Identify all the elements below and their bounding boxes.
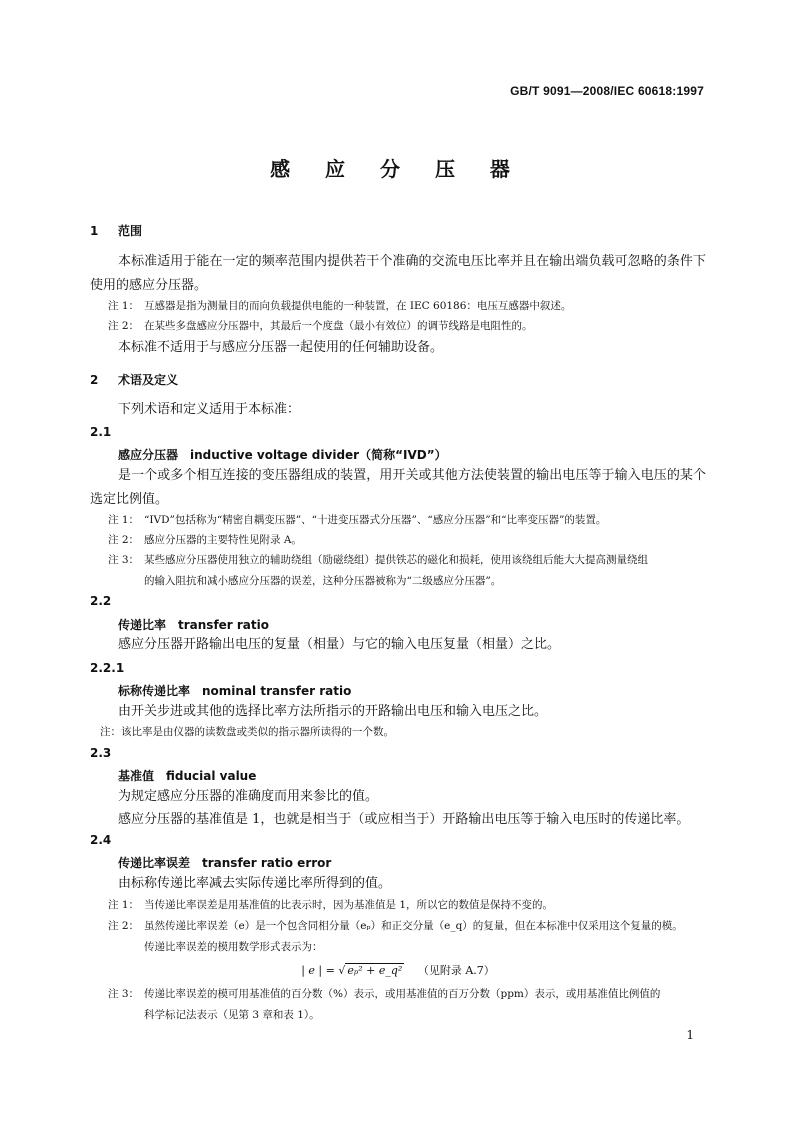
section-1-paragraph: 本标准不适用于与感应分压器一起使用的任何辅助设备。 — [118, 340, 444, 355]
term-definition: 由开关步进或其他的选择比率方法所指示的开路输出电压和输入电压之比。 — [118, 704, 548, 719]
note-text: 互感器是指为测量目的而向负载提供电能的一种装置，在 IEC 60186：电压互感器中叙述。 — [144, 300, 572, 312]
note — [108, 916, 706, 958]
formula-radicand: eₚ² + e_q² — [347, 964, 403, 977]
note-text: 某些感应分压器使用独立的辅助绕组（励磁绕组）提供铁芯的磁化和损耗，使用该绕组后能大大提高测量绕组 — [144, 554, 648, 566]
section-number: 1 — [90, 224, 99, 238]
note-text-continued: 的输入阻抗和减小感应分压器的误差，这种分压器被称为“二级感应分压器”。 — [144, 575, 502, 587]
note-label: 注 2： — [108, 534, 140, 546]
term-title: 标称传递比率 nominal transfer ratio — [118, 684, 352, 698]
clause-number: 2.2.1 — [90, 661, 125, 675]
term-title: 感应分压器 inductive voltage divider（简称“IVD”） — [118, 448, 447, 462]
document-title: 感 应 分 压 器 — [270, 157, 524, 181]
note-label: 注 1： — [108, 899, 140, 911]
note-text-continued: 科学标记法表示（见第 3 章和表 1）。 — [144, 1009, 320, 1021]
note-label: 注 1： — [108, 300, 140, 312]
formula-reference: （见附录 A.7） — [417, 964, 495, 977]
note-label: 注： — [100, 726, 121, 738]
clause-number: 2.3 — [90, 746, 112, 760]
sqrt-icon: √ — [338, 964, 346, 977]
section-1-heading — [90, 222, 142, 239]
term-title: 传递比率 transfer ratio — [118, 618, 270, 632]
section-2-heading — [90, 371, 178, 388]
term-title: 传递比率误差 transfer ratio error — [118, 856, 332, 870]
note — [100, 722, 698, 743]
formula — [90, 962, 706, 978]
note-label: 注 2： — [108, 320, 140, 332]
section-1-paragraph: 本标准适用于能在一定的频率范围内提供若干个准确的交流电压比率并且在输出端负载可忽略的条件下使用的感应分压器。 — [90, 254, 706, 293]
section-title: 术语及定义 — [118, 373, 179, 387]
note-text: 当传递比率误差是用基准值的比表示时，因为基准值是 1，所以它的数值是保持不变的。 — [144, 899, 554, 911]
note — [108, 530, 706, 551]
note-text: 传递比率误差的模可用基准值的百分数（%）表示，或用基准值的百万分数（ppm）表示，或用基准值比例值的 — [144, 988, 661, 1000]
term-title: 基准值 fiducial value — [118, 769, 257, 783]
note-text: 感应分压器的主要特性见附录 A。 — [144, 534, 302, 546]
note-label: 注 3： — [108, 554, 140, 566]
note-label: 注 1： — [108, 514, 140, 526]
note — [108, 296, 706, 317]
term-definition: 感应分压器开路输出电压的复量（相量）与它的输入电压复量（相量）之比。 — [118, 637, 561, 652]
note — [108, 316, 706, 337]
note-text: “IVD”包括称为“精密自耦变压器”、“十进变压器式分压器”、“感应分压器”和“比率变压器”的装置。 — [144, 514, 607, 526]
term-definition: 感应分压器的基准值是 1，也就是相当于（或应相当于）开路输出电压等于输入电压时的传递比率。 — [118, 812, 690, 827]
clause-number: 2.1 — [90, 425, 112, 439]
clause-number: 2.4 — [90, 833, 112, 847]
formula-lhs: | e | = — [301, 964, 339, 977]
section-number: 2 — [90, 373, 99, 387]
section-title: 范围 — [118, 224, 143, 238]
clause-number: 2.2 — [90, 594, 112, 608]
term-definition: 由标称传递比率减去实际传递比率所得到的值。 — [118, 876, 392, 891]
note — [108, 895, 706, 916]
note — [108, 550, 706, 592]
section-2-intro: 下列术语和定义适用于本标准： — [118, 402, 301, 417]
term-definition: 为规定感应分压器的准确度而用来参比的值。 — [118, 789, 379, 804]
note-text: 在某些多盘感应分压器中，其最后一个度盘（最小有效位）的调节线路是电阻性的。 — [144, 320, 533, 332]
standard-code: GB/T 9091—2008/IEC 60618:1997 — [510, 84, 704, 98]
note-text: 该比率是由仪器的读数盘或类似的指示器所读得的一个数。 — [121, 726, 394, 738]
note-text: 虽然传递比率误差（e）是一个包含同相分量（eₚ）和正交分量（e_q）的复量，但在本标准中仅采用这个复量的模。 — [144, 920, 683, 932]
note-label: 注 2： — [108, 920, 140, 932]
note-text-continued: 传递比率误差的模用数学形式表示为： — [144, 941, 323, 953]
note — [108, 984, 706, 1026]
note — [108, 510, 706, 531]
page-number: 1 — [686, 1028, 694, 1042]
note-label: 注 3： — [108, 988, 140, 1000]
term-definition: 是一个或多个相互连接的变压器组成的装置，用开关或其他方法使装置的输出电压等于输入电压的某个选定比例值。 — [90, 468, 706, 507]
